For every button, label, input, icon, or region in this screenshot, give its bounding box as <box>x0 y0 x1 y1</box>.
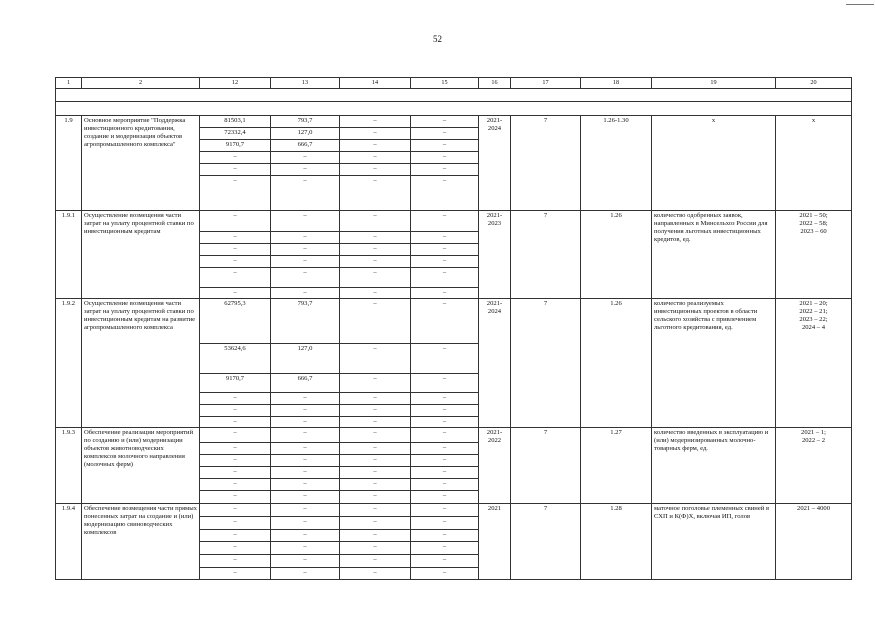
value-cell: – <box>200 164 271 176</box>
col17-cell: 7 <box>511 211 581 299</box>
value-cell: – <box>411 268 479 288</box>
header-row <box>56 78 852 89</box>
value-cell: – <box>411 417 479 428</box>
value-cell: – <box>340 140 411 152</box>
period-cell: 2021- 2023 <box>479 211 511 299</box>
value-cell: – <box>411 555 479 568</box>
value-cell: – <box>200 152 271 164</box>
activities-table <box>55 77 852 580</box>
value-cell: – <box>411 504 479 517</box>
value-cell: – <box>340 568 411 580</box>
value-cell: – <box>271 568 340 580</box>
period-cell: 2021 <box>479 504 511 580</box>
item-number: 1.9.3 <box>56 428 82 504</box>
value-cell: 793,7 <box>271 299 340 344</box>
value-cell: – <box>411 164 479 176</box>
indicator-number-cell: 1.27 <box>581 428 652 504</box>
value-cell: – <box>271 443 340 455</box>
value-cell: – <box>411 443 479 455</box>
value-cell: 9170,7 <box>200 140 271 152</box>
value-cell: – <box>271 176 340 211</box>
value-cell: – <box>411 128 479 140</box>
value-cell: – <box>340 467 411 479</box>
col17-cell: 7 <box>511 299 581 428</box>
value-cell: – <box>411 344 479 374</box>
value-cell: – <box>411 517 479 530</box>
value-cell: – <box>200 428 271 443</box>
item-number: 1.9 <box>56 116 82 211</box>
value-cell: – <box>340 128 411 140</box>
value-cell: – <box>411 491 479 504</box>
value-cell: – <box>411 428 479 443</box>
value-cell: – <box>200 443 271 455</box>
value-cell: – <box>340 491 411 504</box>
value-cell: – <box>271 555 340 568</box>
value-cell: – <box>340 164 411 176</box>
value-cell: – <box>411 256 479 268</box>
value-cell: 793,7 <box>271 116 340 128</box>
value-cell: – <box>411 299 479 344</box>
table-row <box>56 504 852 517</box>
value-cell: – <box>200 479 271 491</box>
value-cell: – <box>411 405 479 417</box>
period-cell: 2021- 2024 <box>479 299 511 428</box>
value-cell: – <box>411 140 479 152</box>
item-name: Осуществление возмещения части затрат на уплату процентной ставки по инвестиционным кредитам <box>82 211 200 299</box>
value-cell: – <box>200 232 271 244</box>
indicator-number-cell: 1.26 <box>581 211 652 299</box>
value-cell: – <box>271 428 340 443</box>
value-cell: – <box>271 244 340 256</box>
value-cell: – <box>271 417 340 428</box>
value-cell: – <box>200 256 271 268</box>
value-cell: – <box>340 428 411 443</box>
value-cell: – <box>271 491 340 504</box>
column-header: 16 <box>479 78 511 89</box>
indicator-number-cell: 1.26 <box>581 299 652 428</box>
value-cell: – <box>200 211 271 232</box>
value-cell: – <box>411 176 479 211</box>
value-cell: – <box>200 517 271 530</box>
value-cell: 9170,7 <box>200 374 271 393</box>
value-cell: – <box>271 152 340 164</box>
value-cell: – <box>411 467 479 479</box>
value-cell: – <box>271 542 340 555</box>
value-cell: – <box>340 530 411 542</box>
table-row <box>56 299 852 344</box>
value-cell: – <box>411 211 479 232</box>
value-cell: – <box>200 555 271 568</box>
value-cell: – <box>271 393 340 405</box>
col17-cell: 7 <box>511 504 581 580</box>
value-cell: – <box>411 244 479 256</box>
value-cell: – <box>411 374 479 393</box>
indicator-name-cell: маточное поголовье племенных свиней в СХП и К(Ф)Х, включая ИП, голов <box>652 504 776 580</box>
item-number: 1.9.1 <box>56 211 82 299</box>
column-header: 13 <box>271 78 340 89</box>
value-cell: – <box>200 455 271 467</box>
value-cell: 666,7 <box>271 140 340 152</box>
value-cell: – <box>340 344 411 374</box>
value-cell: 127,0 <box>271 128 340 140</box>
blank-row <box>56 102 852 116</box>
indicator-number-cell: 1.26-1.30 <box>581 116 652 211</box>
value-cell: – <box>340 542 411 555</box>
column-header: 17 <box>511 78 581 89</box>
value-cell: – <box>340 517 411 530</box>
value-cell: – <box>271 256 340 268</box>
value-cell: – <box>340 232 411 244</box>
indicator-name-cell: x <box>652 116 776 211</box>
value-cell: – <box>200 568 271 580</box>
value-cell: – <box>411 455 479 467</box>
value-cell: – <box>271 268 340 288</box>
value-cell: – <box>200 393 271 405</box>
indicator-name-cell: количество реализуемых инвестиционных проектов в области сельского хозяйства с привлечением льготного кредитования, ед. <box>652 299 776 428</box>
col17-cell: 7 <box>511 428 581 504</box>
indicator-number-cell: 1.28 <box>581 504 652 580</box>
value-cell: – <box>340 268 411 288</box>
value-cell: – <box>340 405 411 417</box>
value-cell: – <box>411 568 479 580</box>
value-cell: – <box>200 491 271 504</box>
value-cell: – <box>340 244 411 256</box>
indicator-value-cell: 2021 – 4000 <box>776 504 852 580</box>
value-cell: – <box>200 467 271 479</box>
value-cell: – <box>340 479 411 491</box>
indicator-value-cell: 2021 – 50; 2022 – 58; 2023 – 60 <box>776 211 852 299</box>
value-cell: – <box>200 268 271 288</box>
value-cell: – <box>411 542 479 555</box>
value-cell: – <box>271 530 340 542</box>
value-cell: – <box>271 232 340 244</box>
value-cell: – <box>271 504 340 517</box>
value-cell: – <box>340 152 411 164</box>
value-cell: – <box>340 256 411 268</box>
value-cell: – <box>411 152 479 164</box>
value-cell: – <box>411 232 479 244</box>
column-header: 1 <box>56 78 82 89</box>
value-cell: – <box>200 176 271 211</box>
value-cell: – <box>271 517 340 530</box>
value-cell: – <box>200 405 271 417</box>
column-header: 14 <box>340 78 411 89</box>
value-cell: – <box>200 244 271 256</box>
value-cell: – <box>271 288 340 299</box>
value-cell: – <box>200 542 271 555</box>
column-header: 2 <box>82 78 200 89</box>
value-cell: – <box>340 176 411 211</box>
item-number: 1.9.2 <box>56 299 82 428</box>
item-name: Обеспечение реализации мероприятий по созданию и (или) модернизации объектов животноводческих комплексов молочного направления (молочных ферм) <box>82 428 200 504</box>
table-row <box>56 116 852 128</box>
indicator-value-cell: x <box>776 116 852 211</box>
table-body <box>56 78 852 580</box>
period-cell: 2021- 2022 <box>479 428 511 504</box>
value-cell: – <box>411 393 479 405</box>
indicator-value-cell: 2021 – 20; 2022 – 21; 2023 – 22; 2024 – 4 <box>776 299 852 428</box>
value-cell: – <box>271 467 340 479</box>
value-cell: – <box>200 504 271 517</box>
value-cell: – <box>271 455 340 467</box>
corner-mark <box>846 4 874 5</box>
value-cell: – <box>340 417 411 428</box>
col17-cell: 7 <box>511 116 581 211</box>
value-cell: 72332,4 <box>200 128 271 140</box>
value-cell: – <box>340 299 411 344</box>
value-cell: – <box>271 211 340 232</box>
indicator-name-cell: количество одобренных заявок, направленных в Минсельхоз России для получения льготных инвестиционных кредитов, ед. <box>652 211 776 299</box>
column-header: 19 <box>652 78 776 89</box>
item-name: Основное мероприятие "Поддержка инвестиционного кредитования, создание и модернизация объектов агропромышленного комплекса" <box>82 116 200 211</box>
column-header: 18 <box>581 78 652 89</box>
value-cell: – <box>340 555 411 568</box>
value-cell: – <box>340 443 411 455</box>
value-cell: – <box>411 288 479 299</box>
value-cell: 81503,1 <box>200 116 271 128</box>
value-cell: – <box>340 211 411 232</box>
value-cell: – <box>340 393 411 405</box>
value-cell: – <box>200 288 271 299</box>
item-number: 1.9.4 <box>56 504 82 580</box>
indicator-value-cell: 2021 – 1; 2022 – 2 <box>776 428 852 504</box>
table-row <box>56 211 852 232</box>
value-cell: – <box>411 116 479 128</box>
value-cell: – <box>200 417 271 428</box>
value-cell: – <box>340 504 411 517</box>
value-cell: – <box>200 530 271 542</box>
indicator-name-cell: количество введенных в эксплуатацию и (или) модернизированных молочно-товарных ферм, ед. <box>652 428 776 504</box>
item-name: Осуществление возмещения части затрат на уплату процентной ставки по инвестиционным кредитам на развитие агропромышленного комплекса <box>82 299 200 428</box>
value-cell: – <box>340 116 411 128</box>
value-cell: – <box>411 479 479 491</box>
value-cell: – <box>271 479 340 491</box>
value-cell: 127,0 <box>271 344 340 374</box>
column-header: 12 <box>200 78 271 89</box>
value-cell: 53624,6 <box>200 344 271 374</box>
page-number: 52 <box>433 34 442 44</box>
value-cell: – <box>271 164 340 176</box>
period-cell: 2021- 2024 <box>479 116 511 211</box>
column-header: 20 <box>776 78 852 89</box>
value-cell: 666,7 <box>271 374 340 393</box>
value-cell: – <box>411 530 479 542</box>
blank-row <box>56 89 852 102</box>
table-row <box>56 428 852 443</box>
value-cell: – <box>271 405 340 417</box>
column-header: 15 <box>411 78 479 89</box>
value-cell: 62795,3 <box>200 299 271 344</box>
value-cell: – <box>340 374 411 393</box>
value-cell: – <box>340 288 411 299</box>
value-cell: – <box>340 455 411 467</box>
item-name: Обеспечение возмещения части прямых понесенных затрат на создание и (или) модернизацию свиноводческих комплексов <box>82 504 200 580</box>
